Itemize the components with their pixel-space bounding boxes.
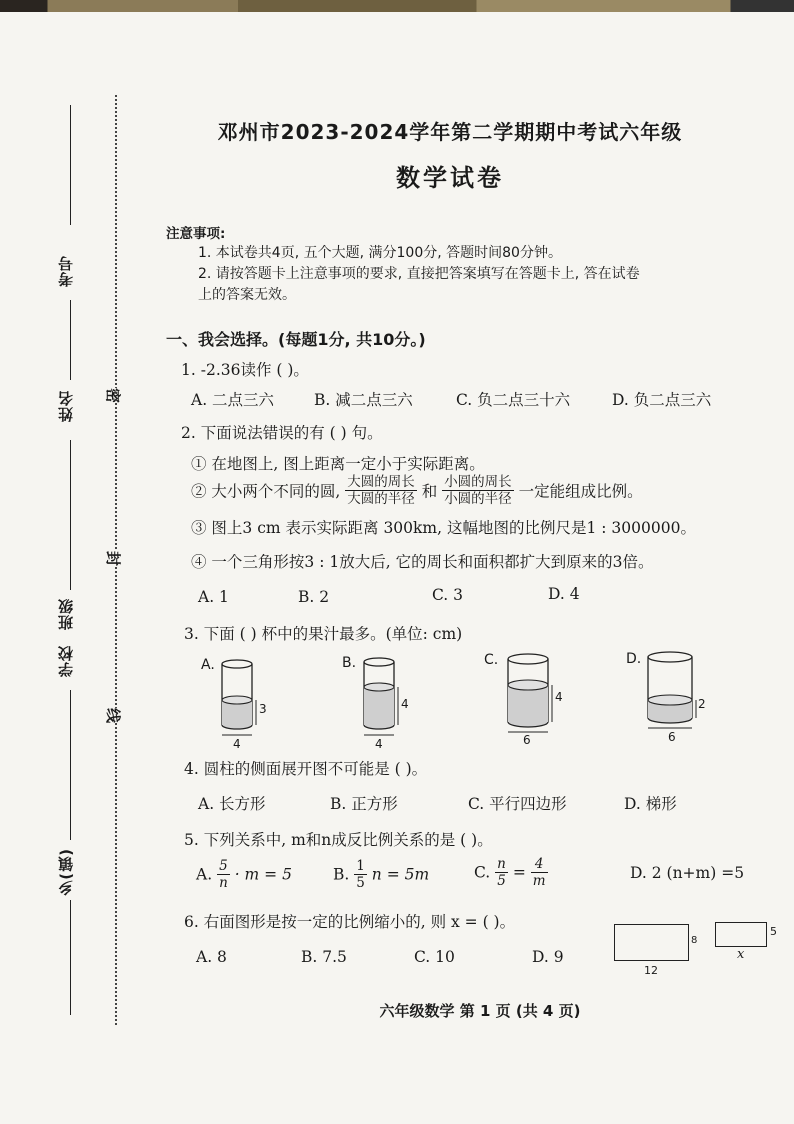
q5-c-denominator-2: m — [532, 873, 546, 889]
q5-b-denominator: 5 — [356, 875, 365, 891]
exam-no-label: 考号 — [57, 255, 75, 287]
q6-small-rectangle — [715, 922, 767, 947]
q2-stem: 2. 下面说法错误的有 ( ) 句。 — [181, 424, 383, 442]
q4-stem: 4. 圆柱的侧面展开图不可能是 ( )。 — [184, 760, 428, 778]
q5-c-numerator-1: n — [497, 856, 506, 872]
class-label: 班级 — [57, 598, 75, 630]
q2-option-a: A. 1 — [198, 588, 229, 606]
q2-option-c: C. 3 — [432, 586, 464, 604]
q6-large-width: 12 — [644, 964, 658, 977]
binding-line-4 — [70, 690, 71, 840]
q5-b-fraction — [354, 858, 367, 891]
q2-s2-and: 和 — [421, 482, 438, 501]
q5-a-numerator: 5 — [217, 858, 230, 875]
q5-c-numerator-2: 4 — [531, 856, 548, 873]
q1-option-b: B. 减二点三六 — [314, 391, 413, 409]
q5-option-c — [474, 856, 548, 889]
q2-frac2-numerator: 小圆的周长 — [444, 474, 512, 490]
q5-option-a — [196, 858, 292, 891]
q2-s2-suffix: 一定能组成比例。 — [518, 482, 643, 501]
notice-item-2b: 上的答案无效。 — [198, 287, 296, 303]
cup-a-diameter: 4 — [233, 737, 241, 751]
q6-option-c: C. 10 — [414, 948, 455, 966]
q5-c-fraction-2 — [531, 856, 548, 889]
q5-a-denominator: n — [219, 875, 228, 891]
q5-c-denominator-1: 5 — [497, 873, 506, 889]
cup-a-height: 3 — [259, 702, 267, 716]
q2-statement-1: ① 在地图上, 图上距离一定小于实际距离。 — [191, 455, 485, 473]
town-label: 乡(镇) — [57, 848, 75, 896]
q6-large-rectangle — [614, 924, 689, 961]
q6-option-a: A. 8 — [196, 948, 227, 966]
q1-option-a: A. 二点三六 — [191, 391, 275, 409]
scan-top-edge — [0, 0, 794, 12]
cup-d-figure — [645, 648, 715, 738]
binding-line-1 — [70, 105, 71, 225]
cup-d-letter: D. — [626, 651, 642, 667]
q5-stem: 5. 下列关系中, m和n成反比例关系的是 ( )。 — [184, 831, 493, 849]
q5-c-fraction-1 — [495, 856, 508, 889]
page-footer: 六年级数学 第 1 页 (共 4 页) — [379, 1002, 581, 1020]
q2-statement-4: ④ 一个三角形按3 : 1放大后, 它的周长和面积都扩大到原来的3倍。 — [191, 553, 654, 571]
q6-option-d: D. 9 — [532, 948, 564, 966]
cup-b-height: 4 — [401, 697, 409, 711]
binding-line-2 — [70, 300, 71, 380]
notice-heading: 注意事项: — [166, 226, 226, 242]
name-label: 姓名 — [57, 390, 75, 422]
cup-a-figure — [215, 655, 275, 745]
cup-c-height: 4 — [555, 690, 563, 704]
notice-item-1: 1. 本试卷共4页, 五个大题, 满分100分, 答题时间80分钟。 — [198, 245, 562, 261]
binding-line-3 — [70, 440, 71, 590]
q5-a-label: A. — [196, 865, 213, 884]
exam-subtitle: 数学试卷 — [396, 164, 504, 192]
q1-option-d: D. 负二点三六 — [612, 391, 712, 409]
cup-c-letter: C. — [484, 652, 499, 668]
q2-fraction-big — [345, 474, 417, 507]
q5-a-rest: · m = 5 — [234, 865, 292, 884]
q5-option-d: D. 2 (n+m) =5 — [630, 864, 745, 882]
cup-d-height: 2 — [698, 697, 706, 711]
q4-option-d: D. 梯形 — [624, 795, 677, 813]
q5-b-label: B. — [333, 865, 350, 884]
q3-stem: 3. 下面 ( ) 杯中的果汁最多。(单位: cm) — [184, 625, 463, 643]
q6-small-width: x — [737, 947, 745, 962]
q2-statement-3: ③ 图上3 cm 表示实际距离 300km, 这幅地图的比例尺是1 : 3000000。 — [191, 519, 696, 537]
q2-frac1-numerator: 大圆的周长 — [347, 474, 415, 490]
seal-char-mi: 密 — [104, 387, 123, 404]
q2-s2-prefix: ② 大小两个不同的圆, — [191, 482, 341, 501]
q2-option-d: D. 4 — [548, 585, 580, 603]
cup-b-letter: B. — [342, 655, 357, 671]
cup-d-diameter: 6 — [668, 730, 676, 744]
q2-frac2-denominator: 小圆的半径 — [444, 491, 512, 507]
cup-b-diameter: 4 — [375, 737, 383, 751]
section-1-heading: 一、我会选择。(每题1分, 共10分。) — [166, 330, 426, 349]
q5-a-fraction — [217, 858, 230, 891]
q1-stem: 1. -2.36读作 ( )。 — [181, 361, 309, 379]
q5-c-label: C. — [474, 863, 491, 882]
seal-char-xian: 线 — [104, 707, 123, 724]
seal-char-feng: 封 — [104, 550, 123, 567]
q4-option-a: A. 长方形 — [198, 795, 266, 813]
cup-a-letter: A. — [201, 657, 215, 673]
q2-option-b: B. 2 — [298, 588, 330, 606]
q5-option-b — [333, 858, 429, 891]
q5-c-equals: = — [512, 863, 526, 882]
q2-statement-2 — [191, 474, 643, 507]
q2-frac1-denominator: 大圆的半径 — [347, 491, 415, 507]
q6-option-b: B. 7.5 — [301, 948, 347, 966]
q6-stem: 6. 右面图形是按一定的比例缩小的, 则 x = ( )。 — [184, 913, 516, 931]
q5-b-rest: n = 5m — [371, 865, 430, 884]
q6-large-height: 8 — [691, 935, 698, 946]
q4-option-c: C. 平行四边形 — [468, 795, 567, 813]
school-label: 学校 — [57, 645, 75, 677]
binding-line-5 — [70, 900, 71, 1015]
notice-item-2a: 2. 请按答题卡上注意事项的要求, 直接把答案填写在答题卡上, 答在试卷 — [198, 266, 640, 282]
exam-title: 邓州市2023-2024学年第二学期期中考试六年级 — [217, 120, 683, 144]
q1-option-c: C. 负二点三十六 — [456, 391, 571, 409]
q4-option-b: B. 正方形 — [330, 795, 398, 813]
q5-b-numerator: 1 — [356, 858, 365, 874]
q2-fraction-small — [442, 474, 514, 507]
q6-small-height: 5 — [770, 925, 777, 938]
cup-c-diameter: 6 — [523, 733, 531, 747]
